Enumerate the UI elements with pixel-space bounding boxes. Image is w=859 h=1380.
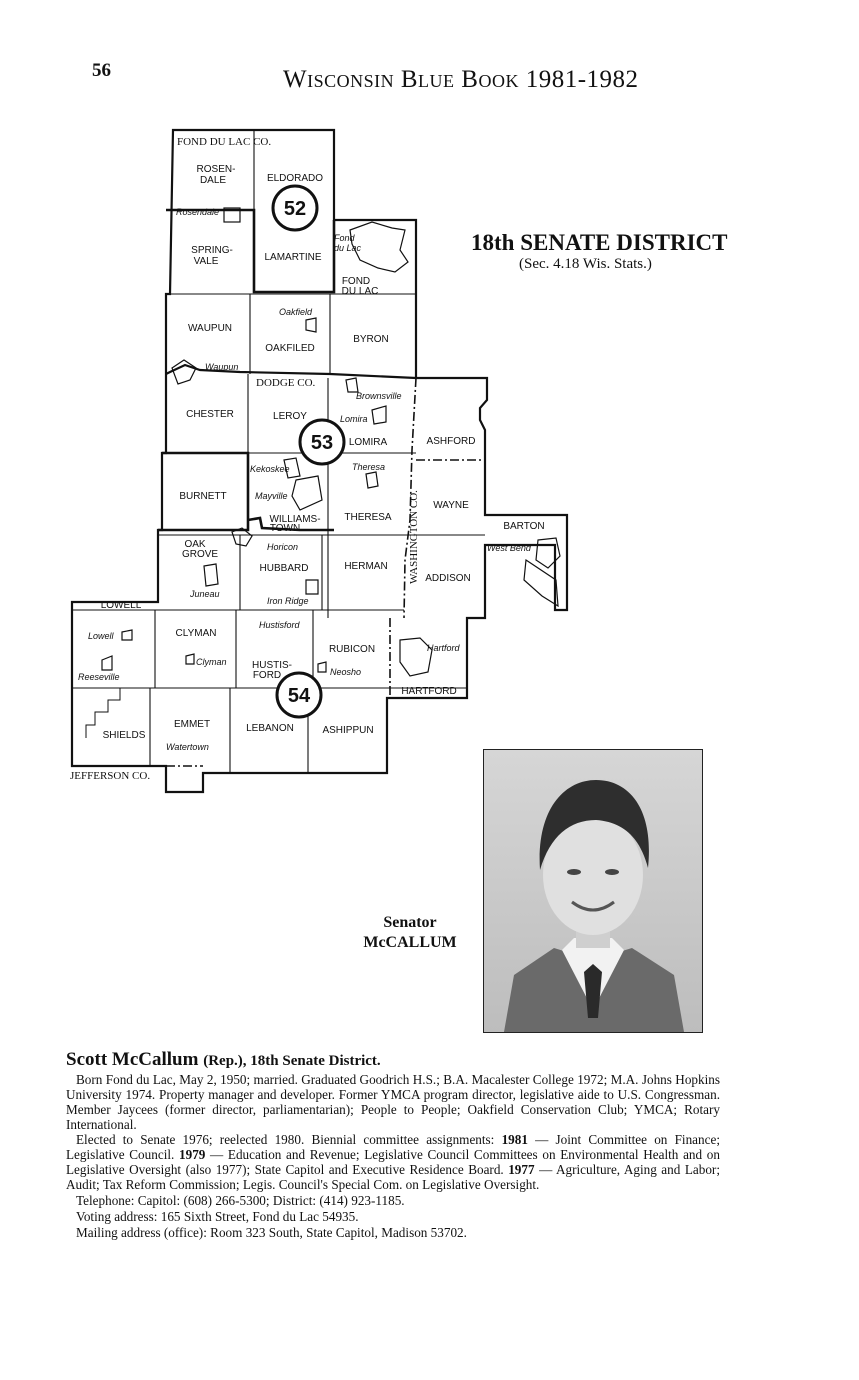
town-hustisford-1: HUSTIS- <box>252 660 292 671</box>
city-waupun: Waupun <box>205 362 239 372</box>
town-oak-grove-1: OAK <box>184 539 206 550</box>
page-number: 56 <box>92 60 111 81</box>
committees-1981: — Joint Committee on Finance; Legislative Council. <box>66 1132 720 1162</box>
city-neosho: Neosho <box>330 667 362 677</box>
assembly-district-53: 53 <box>310 432 334 454</box>
town-hubbard: HUBBARD <box>259 563 309 574</box>
committees-1977: — Agriculture, Aging and Labor; Audit; Tax Reform Commission; Legis. Council's Special Com. on Legislative Oversight. <box>66 1162 720 1192</box>
town-oakfield: OAKFILED <box>265 343 315 354</box>
town-lebanon: LEBANON <box>246 723 294 734</box>
city-lomira: Lomira <box>340 414 368 424</box>
town-leroy: LEROY <box>273 411 307 422</box>
city-theresa: Theresa <box>352 462 386 472</box>
town-fond-du-lac-2: DU LAC <box>341 286 379 297</box>
senator-portrait-photo <box>483 749 703 1033</box>
city-hartford: Hartford <box>427 643 460 653</box>
committees-intro: Elected to Senate 1976; reelected 1980. Biennial committee assignments: <box>76 1132 502 1147</box>
city-fond-du-lac-2: du Lac <box>334 243 362 253</box>
town-ashippun: ASHIPPUN <box>322 725 374 736</box>
town-waupun: WAUPUN <box>187 323 233 334</box>
town-clyman: CLYMAN <box>175 628 217 639</box>
county-dodge: DODGE CO. <box>256 377 316 389</box>
town-hartford: HARTFORD <box>401 686 457 697</box>
district-title: 18th SENATE DISTRICT <box>471 230 728 255</box>
bio-committees <box>66 1132 720 1192</box>
voting-address: Voting address: 165 Sixth Street, Fond du Lac 54935. <box>76 1209 359 1224</box>
town-wayne: WAYNE <box>433 500 469 511</box>
city-kekoskee: Kekoskee <box>250 464 290 474</box>
senator-name: Scott McCallum <box>66 1049 199 1070</box>
town-fond-du-lac-1: FOND <box>341 276 371 287</box>
city-west-bend: West Bend <box>487 543 531 553</box>
bio-heading <box>66 1049 720 1070</box>
town-rosendale-2: DALE <box>199 175 227 186</box>
town-williamstown-2: TOWN <box>269 523 301 534</box>
city-clyman: Clyman <box>196 657 227 667</box>
town-rubicon: RUBICON <box>328 644 376 655</box>
city-brownsville: Brownsville <box>356 391 402 401</box>
town-chester: CHESTER <box>186 409 234 420</box>
town-emmet: EMMET <box>173 719 211 730</box>
city-reeseville: Reeseville <box>78 672 120 682</box>
town-lomira: LOMIRA <box>348 437 388 448</box>
committees-1979: — Education and Revenue; Legislative Council Committees on Environmental Health and on Legislative Oversight (also 1977); State Capitol and Executive Residence Board. <box>66 1147 720 1177</box>
city-fond-du-lac-1: Fond <box>334 233 355 243</box>
city-juneau: Juneau <box>190 589 220 599</box>
assembly-district-52: 52 <box>283 198 307 220</box>
running-title: Wisconsin Blue Book 1981-1982 <box>283 66 639 93</box>
town-byron: BYRON <box>353 334 389 345</box>
town-lowell: LOWELL <box>100 600 142 611</box>
senator-caption <box>355 913 465 953</box>
town-burnett: BURNETT <box>179 491 227 502</box>
city-horicon: Horicon <box>267 542 299 552</box>
town-williamstown-1: WILLIAMS- <box>269 514 321 525</box>
town-springvale-2: VALE <box>193 256 219 267</box>
county-fond-du-lac: FOND DU LAC CO. <box>177 136 272 148</box>
senator-caption-name: McCALLUM <box>363 934 457 951</box>
year-1977: 1977 <box>508 1162 535 1177</box>
city-iron-ridge: Iron Ridge <box>267 596 309 606</box>
portrait-silhouette <box>484 750 702 1032</box>
county-washington: WASHINGTON CO. <box>408 490 420 584</box>
mailing-address: Mailing address (office): Room 323 South, State Capitol, Madison 53702. <box>76 1225 467 1240</box>
town-herman: HERMAN <box>344 561 388 572</box>
city-hustisford: Hustisford <box>259 620 300 630</box>
town-rosendale-1: ROSEN- <box>196 164 236 175</box>
town-oak-grove-2: GROVE <box>181 549 219 560</box>
town-addison: ADDISON <box>425 573 471 584</box>
town-shields: SHIELDS <box>102 730 146 741</box>
city-lowell: Lowell <box>88 631 114 641</box>
district-statute: (Sec. 4.18 Wis. Stats.) <box>519 256 652 272</box>
year-1981: 1981 <box>501 1132 528 1147</box>
party-affiliation: (Rep.) <box>203 1053 243 1069</box>
senate-district: , 18th Senate District. <box>242 1053 381 1069</box>
city-mayville: Mayville <box>255 491 288 501</box>
assembly-district-54: 54 <box>287 685 311 707</box>
county-jefferson: JEFFERSON CO. <box>70 770 151 782</box>
bio-background: Born Fond du Lac, May 2, 1950; married. Graduated Goodrich H.S.; B.A. Macalester College 1972; M.A. Johns Hopkins University 1974. Property manager and developer. Former YMCA program director, legislative aide to U.S. Congressman. Member Jaycees (former director, parliamentarian); People to People; Oakfield Conservation Club; YMCA; Rotary International. <box>66 1072 720 1132</box>
city-watertown: Watertown <box>166 742 209 752</box>
senator-caption-title: Senator <box>383 914 437 931</box>
biography <box>66 1049 720 1240</box>
town-barton: BARTON <box>503 521 545 532</box>
city-oakfield: Oakfield <box>279 307 313 317</box>
town-hustisford-2: FORD <box>252 670 282 681</box>
town-eldorado: ELDORADO <box>266 173 324 184</box>
town-theresa: THERESA <box>344 512 392 523</box>
city-rosendale: Rosendale <box>176 207 220 217</box>
town-ashford: ASHFORD <box>426 436 476 447</box>
town-springvale-1: SPRING- <box>191 245 233 256</box>
year-1979: 1979 <box>179 1147 206 1162</box>
town-lamartine: LAMARTINE <box>264 252 322 263</box>
telephone: Telephone: Capitol: (608) 266-5300; District: (414) 923-1185. <box>76 1193 405 1208</box>
